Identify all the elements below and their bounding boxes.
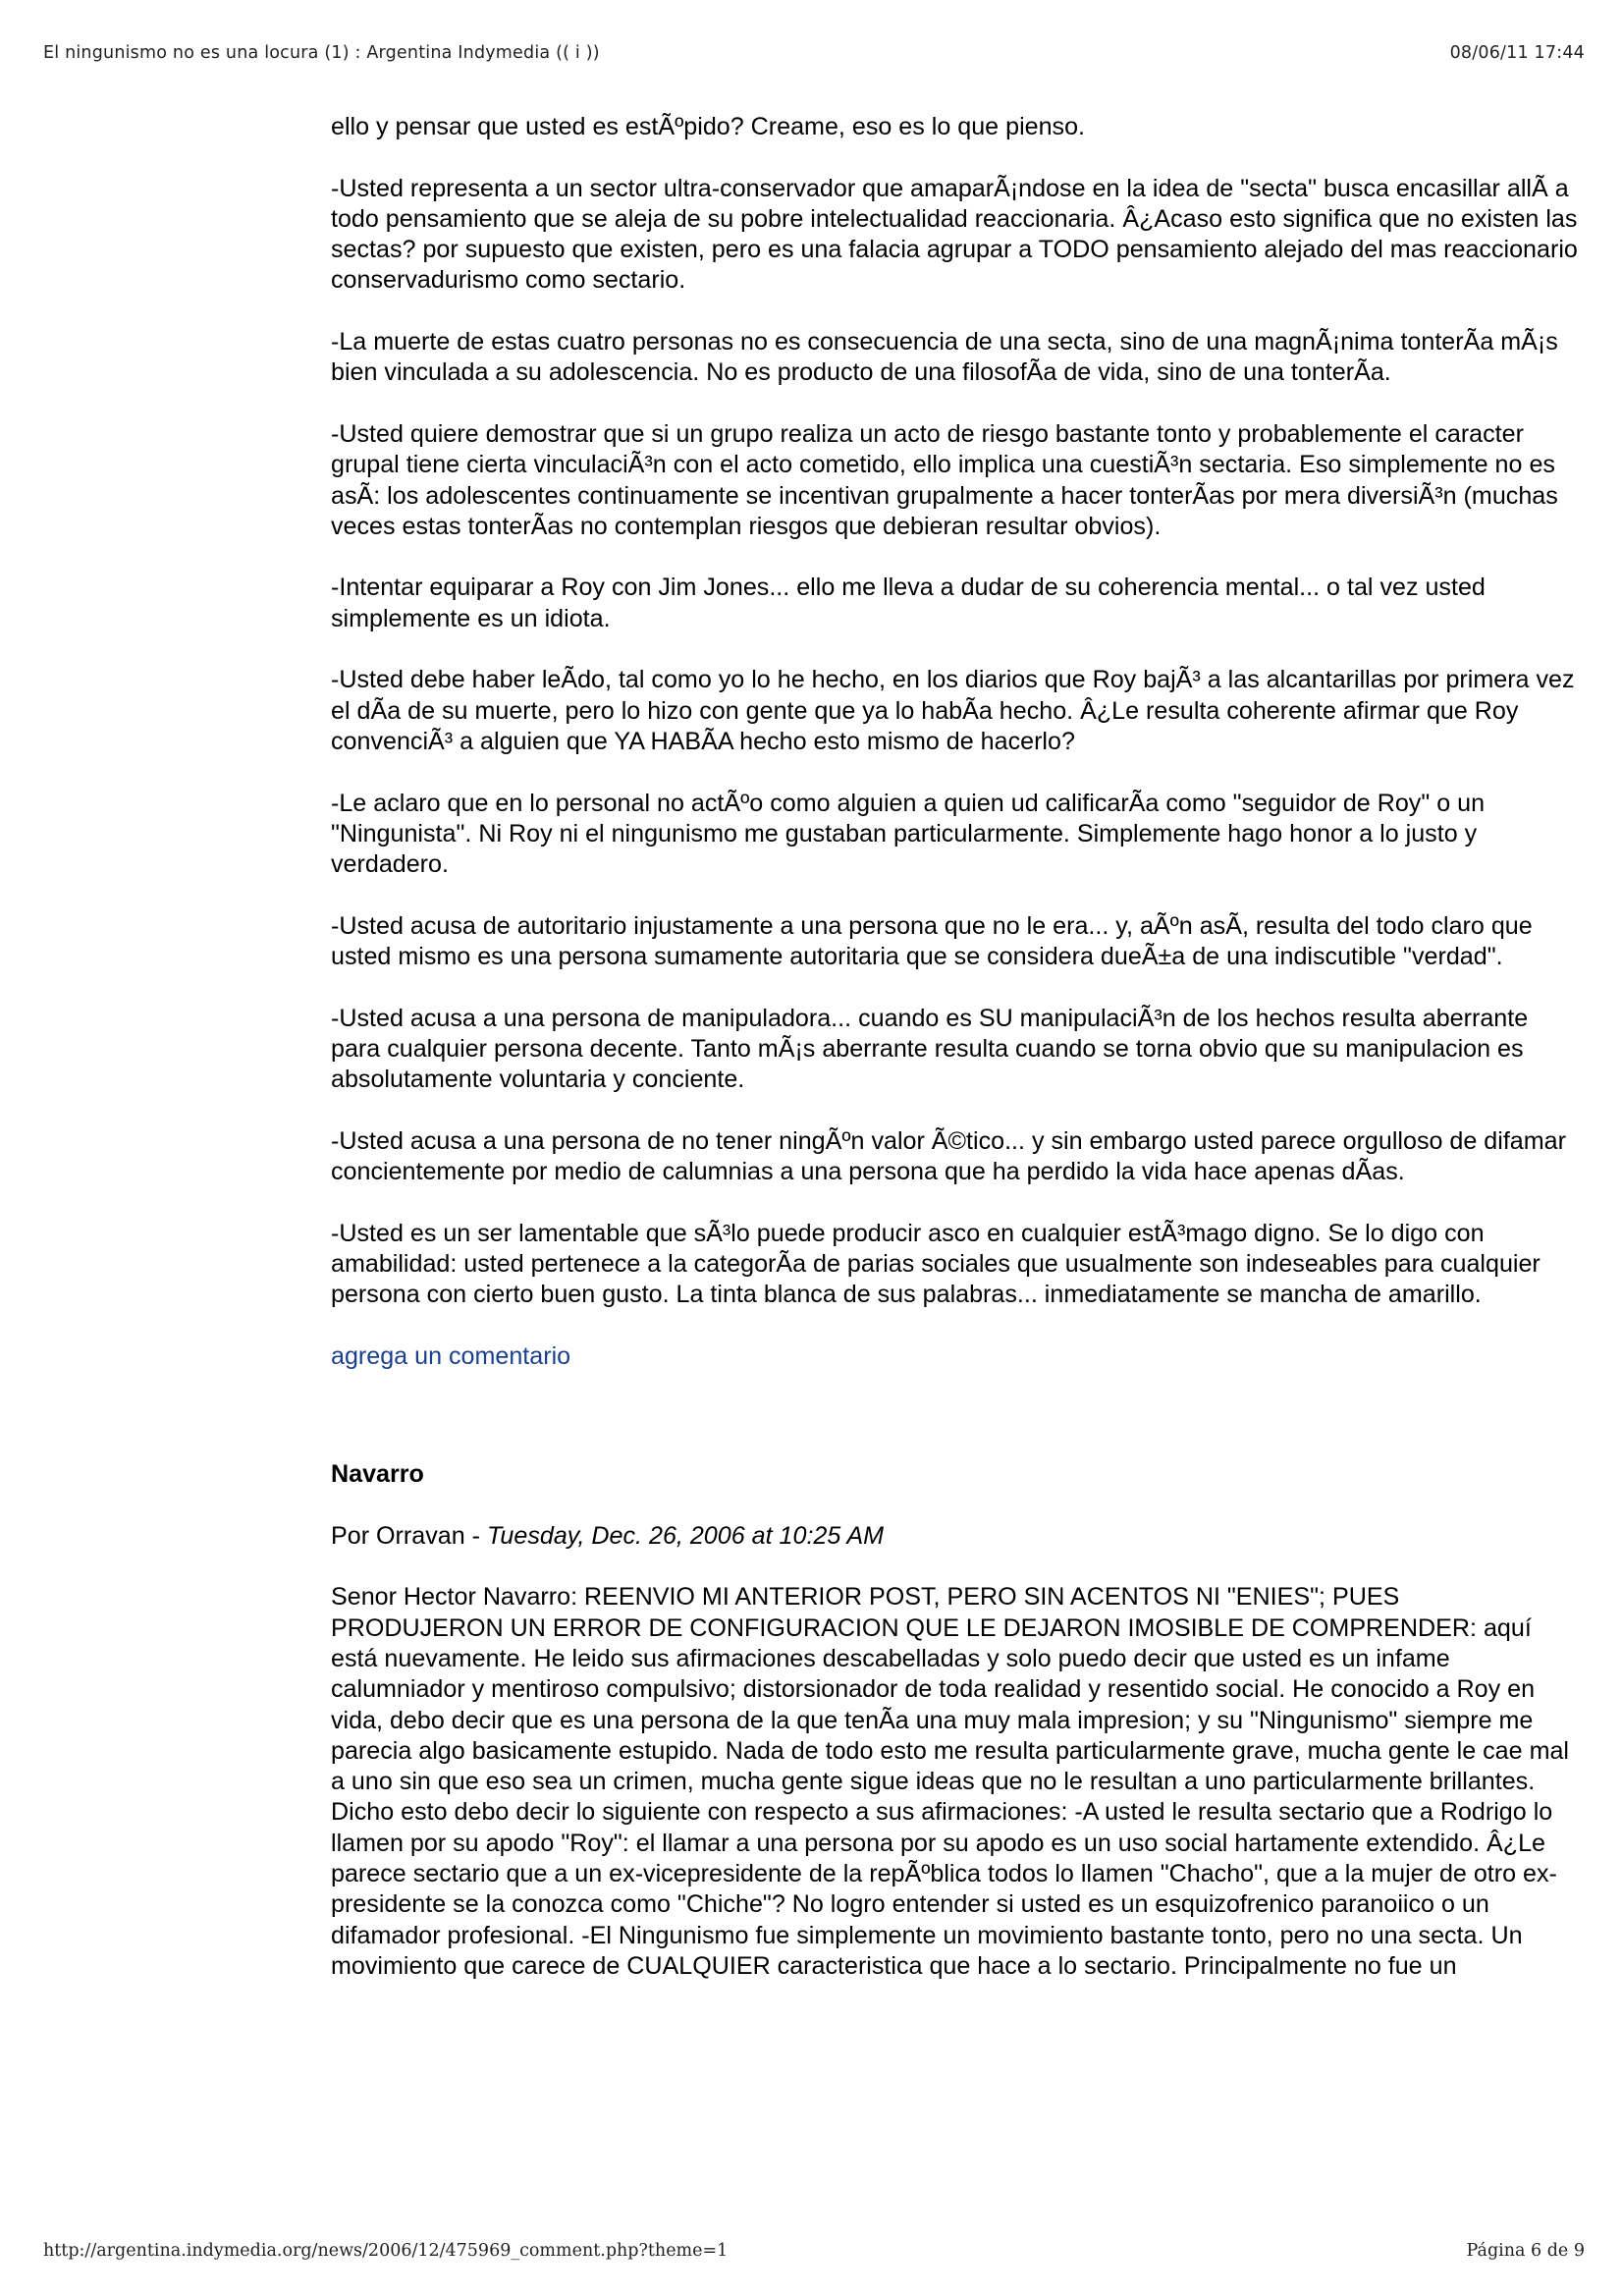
document-title: El ningunismo no es una locura (1) : Argentina Indymedia (( i )) <box>43 43 600 63</box>
paragraph: -Usted acusa a una persona de no tener ningÃºn valor Ã©tico... y sin embargo usted parece orgulloso de difamar concientemente por medio de calumnias a una persona que ha perdido la vida hace apenas dÃas. <box>331 1126 1566 1186</box>
paragraph: -Usted representa a un sector ultra-conservador que amaparÃ¡ndose en la idea de "secta" busca encasillar allÃ a todo pensamiento que se aleja de su pobre intelectualidad reaccionaria. Â¿Acaso esto significa que no existen las sectas? por supuesto que existen, pero es una falacia agrupar a TODO pensamiento alejado del mas reaccionario conservadurismo como sectario. <box>331 174 1578 295</box>
paragraph: -Usted acusa a una persona de manipuladora... cuando es SU manipulaciÃ³n de los hechos resulta aberrante para cualquier persona decente. Tanto mÃ¡s aberrante resulta cuando se torna obvio que su manipulacion es absolutamente voluntaria y conciente. <box>331 1004 1529 1094</box>
paragraph: -La muerte de estas cuatro personas no es consecuencia de una secta, sino de una magnÃ¡nima tonterÃa mÃ¡s bien vinculada a su adolescencia. No es producto de una filosofÃa de vida, sino de una tonterÃa. <box>331 328 1558 387</box>
print-datetime: 08/06/11 17:44 <box>1449 43 1585 63</box>
comment-meta <box>331 1521 1578 1552</box>
print-header <box>43 43 1585 63</box>
comment-author: Por Orravan - <box>331 1521 487 1550</box>
comment-body: Senor Hector Navarro: REENVIO MI ANTERIOR POST, PERO SIN ACENTOS NI "ENIES"; PUES PRODUJERON UN ERROR DE CONFIGURACION QUE LE DEJARON IMOSIBLE DE COMPRENDER: aquí está nuevamente. He leido sus afirmaciones descabelladas y solo puedo decir que usted es un infame calumniador y mentiroso compulsivo; distorsionador de toda realidad y resentido social. He conocido a Roy en vida, debo decir que es una persona de la que tenÃa una muy mala impresion; y su "Ningunismo" siempre me parecia algo basicamente estupido. Nada de todo esto me resulta particularmente grave, mucha gente le cae mal a uno sin que eso sea un crimen, mucha gente sigue ideas que no le resultan a uno particularmente brillantes. Dicho esto debo decir lo siguiente con respecto a sus afirmaciones: -A usted le resulta sectario que a Rodrigo lo llamen por su apodo "Roy": el llamar a una persona por su apodo es un uso social hartamente extendido. Â¿Le parece sectario que a un ex-vicepresidente de la repÃºblica todos lo llamen "Chacho", que a la mujer de otro ex-presidente se la conozca como "Chiche"? No logro entender si usted es un esquizofrenico paranoiico o un difamador profesional. -El Ningunismo fue simplemente un movimiento bastante tonto, pero no una secta. Un movimiento que carece de CUALQUIER caracteristica que hace a lo sectario. Principalmente no fue un <box>331 1583 1569 1980</box>
paragraph: ello y pensar que usted es estÃºpido? Creame, eso es lo que pienso. <box>331 113 1086 140</box>
page-url: http://argentina.indymedia.org/news/2006/12/475969_comment.php?theme=1 <box>43 2241 729 2261</box>
add-comment-link[interactable]: agrega un comentario <box>331 1341 571 1370</box>
paragraph: -Le aclaro que en lo personal no actÃºo como alguien a quien ud calificarÃa como "seguidor de Roy" o un "Ningunista". Ni Roy ni el ningunismo me gustaban particularmente. Simplemente hago honor a lo justo y verdadero. <box>331 789 1486 879</box>
comment <box>331 1459 1578 1982</box>
paragraph: -Usted es un ser lamentable que sÃ³lo puede producir asco en cualquier estÃ³mago digno. Se lo digo con amabilidad: usted pertenece a la categorÃa de parias sociales que usualmente son indeseables para cualquier persona con cierto buen gusto. La tinta blanca de sus palabras... inmediatamente se mancha de amarillo. <box>331 1219 1541 1309</box>
paragraph: -Usted quiere demostrar que si un grupo realiza un acto de riesgo bastante tonto y probablemente el caracter grupal tiene cierta vinculaciÃ³n con el acto cometido, ello implica una cuestiÃ³n sectaria. Eso simplemente no es asÃ: los adolescentes continuamente se incentivan grupalmente a hacer tonterÃas por mera diversiÃ³n (muchas veces estas tonterÃas no contemplan riesgos que debieran resultar obvios). <box>331 419 1558 540</box>
paragraph: -Intentar equiparar a Roy con Jim Jones... ello me lleva a dudar de su coherencia mental... o tal vez usted simplemente es un idiota. <box>331 574 1486 632</box>
comment-title: Navarro <box>331 1460 424 1489</box>
paragraph: -Usted acusa de autoritario injustamente a una persona que no le era... y, aÃºn asÃ, resulta del todo claro que usted mismo es una persona sumamente autoritaria que se considera dueÃ±a de una indiscutible "verdad". <box>331 911 1533 971</box>
article-content <box>331 112 1578 2013</box>
comment-date: Tuesday, Dec. 26, 2006 at 10:25 AM <box>486 1521 885 1550</box>
paragraph: -Usted debe haber leÃdo, tal como yo lo he hecho, en los diarios que Roy bajÃ³ a las alcantarillas por primera vez el dÃa de su muerte, pero lo hizo con gente que ya lo habÃa hecho. Â¿Le resulta coherente afirmar que Roy convenciÃ³ a alguien que YA HABÃA hecho esto mismo de hacerlo? <box>331 666 1575 755</box>
page-number: Página 6 de 9 <box>1466 2241 1585 2261</box>
print-footer <box>43 2241 1585 2261</box>
